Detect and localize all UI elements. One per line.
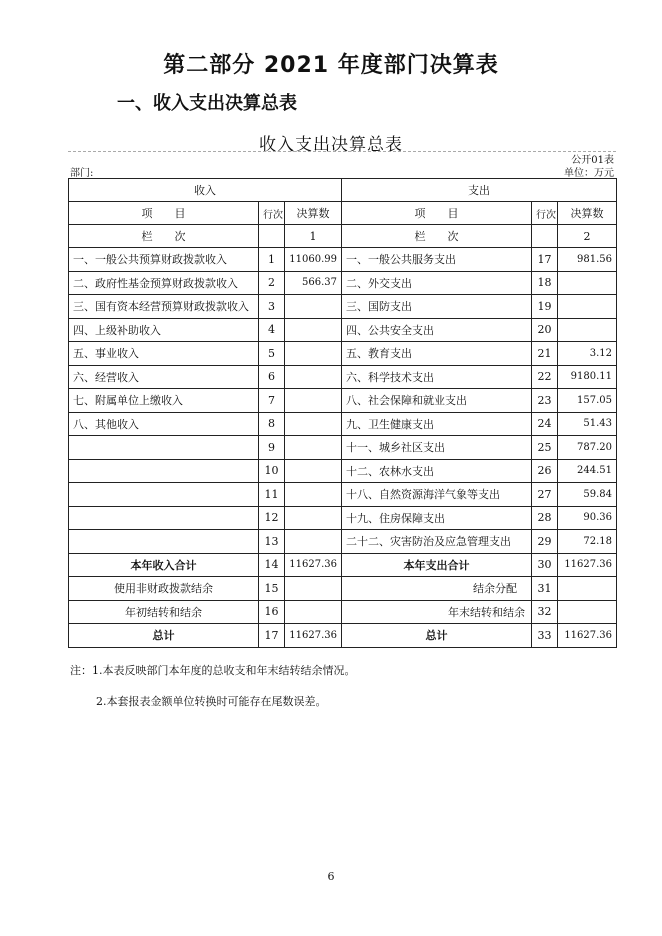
income-item-label	[69, 530, 259, 554]
expense-row-number: 19	[532, 295, 558, 319]
balance-distribution-value	[558, 577, 617, 601]
header-row-columns	[69, 202, 617, 225]
non-fiscal-balance-value	[285, 577, 342, 601]
expense-row-number: 22	[532, 365, 558, 389]
grand-total-income-label: 总计	[69, 624, 259, 648]
income-item-label: 六、经营收入	[69, 365, 259, 389]
income-amount	[285, 459, 342, 483]
grand-total-expense-no: 33	[532, 624, 558, 648]
income-row-number: 1	[259, 248, 285, 272]
income-row-number: 9	[259, 436, 285, 460]
closing-balance-label: 年末结转和结余	[342, 600, 532, 624]
total-income-value: 11627.36	[285, 553, 342, 577]
expense-item-label: 一、一般公共服务支出	[342, 248, 532, 272]
income-amount	[285, 506, 342, 530]
balance-row-2	[69, 600, 617, 624]
expense-amount: 72.18	[558, 530, 617, 554]
expense-lanci-empty	[532, 225, 558, 248]
table-row	[69, 318, 617, 342]
income-amount	[285, 342, 342, 366]
income-item-label: 四、上级补助收入	[69, 318, 259, 342]
opening-balance-value	[285, 600, 342, 624]
expense-amount	[558, 295, 617, 319]
expense-row-number: 25	[532, 436, 558, 460]
income-row-number: 2	[259, 271, 285, 295]
non-fiscal-balance-no: 15	[259, 577, 285, 601]
income-lanci: 栏 次	[69, 225, 259, 248]
expense-item-label: 十八、自然资源海洋气象等支出	[342, 483, 532, 507]
income-item-label: 二、政府性基金预算财政拨款收入	[69, 271, 259, 295]
expense-row-number: 21	[532, 342, 558, 366]
expense-amount	[558, 271, 617, 295]
unit-label: 单位：万元	[564, 168, 614, 179]
total-expense-label: 本年支出合计	[342, 553, 532, 577]
expense-amount: 244.51	[558, 459, 617, 483]
page-number: 6	[327, 870, 335, 883]
non-fiscal-balance-label: 使用非财政拨款结余	[69, 577, 259, 601]
expense-item-label: 九、卫生健康支出	[342, 412, 532, 436]
income-item-label	[69, 459, 259, 483]
income-row-number: 3	[259, 295, 285, 319]
table-title: 收入支出决算总表	[259, 135, 403, 155]
grand-total-income-value: 11627.36	[285, 624, 342, 648]
income-item-label: 五、事业收入	[69, 342, 259, 366]
income-amount	[285, 365, 342, 389]
expense-amount: 9180.11	[558, 365, 617, 389]
balance-distribution-no: 31	[532, 577, 558, 601]
expense-row-number: 24	[532, 412, 558, 436]
total-expense-value: 11627.36	[558, 553, 617, 577]
income-lanci-1: 1	[285, 225, 342, 248]
table-row	[69, 483, 617, 507]
table-row	[69, 342, 617, 366]
department-label: 部门:	[70, 168, 94, 179]
table-row	[69, 389, 617, 413]
income-item-label	[69, 483, 259, 507]
table-row	[69, 436, 617, 460]
income-amount: 566.37	[285, 271, 342, 295]
balance-distribution-label: 结余分配	[342, 577, 532, 601]
income-item-label	[69, 506, 259, 530]
grand-total-expense-label: 总计	[342, 624, 532, 648]
expense-amount: 90.36	[558, 506, 617, 530]
expense-item-label: 八、社会保障和就业支出	[342, 389, 532, 413]
income-row-number: 4	[259, 318, 285, 342]
table-row	[69, 506, 617, 530]
expense-row-number: 26	[532, 459, 558, 483]
expense-item-label: 四、公共安全支出	[342, 318, 532, 342]
header-row-sections	[69, 179, 617, 202]
income-item-header: 项 目	[69, 202, 259, 225]
expense-amount	[558, 318, 617, 342]
expense-item-label: 二十二、灾害防治及应急管理支出	[342, 530, 532, 554]
expense-item-label: 五、教育支出	[342, 342, 532, 366]
expense-amount: 787.20	[558, 436, 617, 460]
note-2: 2.本套报表金额单位转换时可能存在尾数误差。	[96, 695, 327, 708]
income-row-number: 6	[259, 365, 285, 389]
table-row	[69, 412, 617, 436]
opening-balance-label: 年初结转和结余	[69, 600, 259, 624]
expense-item-label: 三、国防支出	[342, 295, 532, 319]
income-row-number: 11	[259, 483, 285, 507]
total-expense-no: 30	[532, 553, 558, 577]
expense-amount: 51.43	[558, 412, 617, 436]
section-title: 一、收入支出决算总表	[117, 93, 297, 114]
income-item-label	[69, 436, 259, 460]
header-row-lanci	[69, 225, 617, 248]
income-row-number: 5	[259, 342, 285, 366]
expense-item-label: 十一、城乡社区支出	[342, 436, 532, 460]
income-amount	[285, 318, 342, 342]
closing-balance-value	[558, 600, 617, 624]
title-divider	[68, 151, 616, 152]
table-row	[69, 530, 617, 554]
table-row	[69, 271, 617, 295]
total-income-no: 14	[259, 553, 285, 577]
income-amount	[285, 295, 342, 319]
income-amount	[285, 483, 342, 507]
income-row-number: 10	[259, 459, 285, 483]
expense-item-label: 十九、住房保障支出	[342, 506, 532, 530]
grand-total-income-no: 17	[259, 624, 285, 648]
expense-row-number: 28	[532, 506, 558, 530]
table-row	[69, 248, 617, 272]
income-item-label: 八、其他收入	[69, 412, 259, 436]
expense-lanci: 栏 次	[342, 225, 532, 248]
income-amount	[285, 530, 342, 554]
total-income-label: 本年收入合计	[69, 553, 259, 577]
total-row	[69, 553, 617, 577]
income-item-label: 七、附属单位上缴收入	[69, 389, 259, 413]
income-row-number: 13	[259, 530, 285, 554]
expense-row-number: 17	[532, 248, 558, 272]
opening-balance-no: 16	[259, 600, 285, 624]
expense-row-number: 27	[532, 483, 558, 507]
closing-balance-no: 32	[532, 600, 558, 624]
income-amount	[285, 389, 342, 413]
income-item-label: 三、国有资本经营预算财政拨款收入	[69, 295, 259, 319]
expense-item-header: 项 目	[342, 202, 532, 225]
income-amount: 11060.99	[285, 248, 342, 272]
part-title: 第二部分 2021 年度部门决算表	[163, 53, 499, 78]
income-amount	[285, 412, 342, 436]
expense-lanci-2: 2	[558, 225, 617, 248]
expense-amount: 3.12	[558, 342, 617, 366]
income-lanci-empty	[259, 225, 285, 248]
expense-amount: 59.84	[558, 483, 617, 507]
expense-header: 支出	[342, 179, 617, 202]
income-header: 收入	[69, 179, 342, 202]
balance-row-1	[69, 577, 617, 601]
expense-rowno-header: 行次	[532, 202, 558, 225]
expense-amount-header: 决算数	[558, 202, 617, 225]
expense-item-label: 六、科学技术支出	[342, 365, 532, 389]
income-row-number: 8	[259, 412, 285, 436]
income-item-label: 一、一般公共预算财政拨款收入	[69, 248, 259, 272]
table-row	[69, 365, 617, 389]
expense-item-label: 十二、农林水支出	[342, 459, 532, 483]
expense-row-number: 18	[532, 271, 558, 295]
table-row	[69, 295, 617, 319]
note-1: 注：1.本表反映部门本年度的总收支和年末结转结余情况。	[70, 664, 356, 677]
income-amount-header: 决算数	[285, 202, 342, 225]
expense-amount: 157.05	[558, 389, 617, 413]
income-rowno-header: 行次	[259, 202, 285, 225]
notes	[70, 655, 356, 717]
income-expense-table	[68, 178, 617, 648]
expense-row-number: 20	[532, 318, 558, 342]
grand-total-row	[69, 624, 617, 648]
table-row	[69, 459, 617, 483]
expense-row-number: 23	[532, 389, 558, 413]
income-row-number: 12	[259, 506, 285, 530]
form-code: 公开01表	[571, 155, 614, 166]
expense-row-number: 29	[532, 530, 558, 554]
grand-total-expense-value: 11627.36	[558, 624, 617, 648]
expense-item-label: 二、外交支出	[342, 271, 532, 295]
expense-amount: 981.56	[558, 248, 617, 272]
income-amount	[285, 436, 342, 460]
income-row-number: 7	[259, 389, 285, 413]
